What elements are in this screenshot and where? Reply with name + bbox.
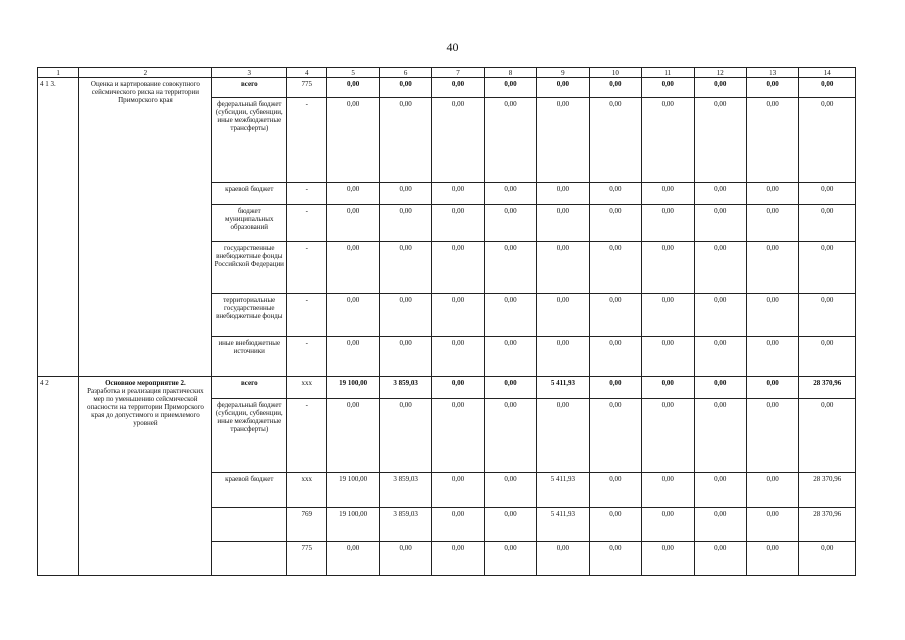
column-header: 12 [694,68,746,78]
amount-cell: 0,00 [642,242,694,294]
amount-cell: 28 370,96 [799,377,856,399]
amount-cell: 0,00 [537,205,589,242]
funding-source [212,508,287,542]
amount-cell: 0,00 [589,242,641,294]
amount-cell: 0,00 [432,78,484,98]
amount-cell: 0,00 [484,242,536,294]
column-header: 14 [799,68,856,78]
amount-cell: 0,00 [642,377,694,399]
amount-cell: 0,00 [484,78,536,98]
amount-cell: 0,00 [694,205,746,242]
amount-cell: 0,00 [642,337,694,377]
table-row [38,377,856,399]
amount-cell: 0,00 [537,78,589,98]
amount-cell: 0,00 [589,294,641,337]
amount-cell: 0,00 [379,294,431,337]
amount-cell: 0,00 [746,399,798,473]
funding-source [212,542,287,576]
amount-cell: 0,00 [642,473,694,508]
amount-cell: 0,00 [537,337,589,377]
budget-code: - [287,337,327,377]
amount-cell: 0,00 [799,78,856,98]
amount-cell: 0,00 [379,205,431,242]
amount-cell: 0,00 [694,183,746,205]
column-header: 6 [379,68,431,78]
budget-code: - [287,205,327,242]
column-header: 10 [589,68,641,78]
budget-code: - [287,399,327,473]
column-header: 7 [432,68,484,78]
amount-cell: 0,00 [589,508,641,542]
amount-cell: 0,00 [537,183,589,205]
amount-cell: 0,00 [379,78,431,98]
amount-cell: 0,00 [694,542,746,576]
amount-cell: 0,00 [799,542,856,576]
amount-cell: 0,00 [432,205,484,242]
amount-cell: 0,00 [746,242,798,294]
amount-cell: 5 411,93 [537,508,589,542]
amount-cell: 0,00 [484,98,536,183]
funding-source: территориальные государственные внебюджетные фонды [212,294,287,337]
amount-cell: 0,00 [327,337,379,377]
amount-cell: 0,00 [694,399,746,473]
amount-cell: 0,00 [589,399,641,473]
amount-cell: 0,00 [694,337,746,377]
amount-cell: 5 411,93 [537,473,589,508]
amount-cell: 0,00 [432,377,484,399]
budget-code: - [287,242,327,294]
amount-cell: 0,00 [484,377,536,399]
budget-code: ххх [287,473,327,508]
row-number: 4 2 [38,377,79,576]
amount-cell: 0,00 [694,98,746,183]
amount-cell: 0,00 [379,242,431,294]
amount-cell: 0,00 [799,242,856,294]
budget-code: - [287,98,327,183]
amount-cell: 0,00 [589,473,641,508]
amount-cell: 0,00 [327,98,379,183]
amount-cell: 0,00 [642,78,694,98]
activity-title-rest: Разработка и реализация практических мер по уменьшению сейсмической опасности на территории Приморского края до допустимого и приемлемого уровней [86,387,204,427]
amount-cell: 0,00 [589,98,641,183]
amount-cell: 0,00 [589,205,641,242]
amount-cell: 0,00 [432,294,484,337]
amount-cell: 0,00 [432,337,484,377]
amount-cell: 0,00 [484,205,536,242]
funding-source: всего [212,78,287,98]
budget-table [37,67,856,576]
amount-cell: 0,00 [484,542,536,576]
funding-source: иные внебюджетные источники [212,337,287,377]
amount-cell: 0,00 [746,78,798,98]
page-number: 40 [446,40,459,54]
amount-cell: 0,00 [746,98,798,183]
funding-source: краевой бюджет [212,473,287,508]
table-row [38,78,856,98]
column-header: 2 [79,68,212,78]
amount-cell: 0,00 [589,542,641,576]
amount-cell: 0,00 [484,473,536,508]
amount-cell: 0,00 [799,337,856,377]
amount-cell: 19 100,00 [327,508,379,542]
amount-cell: 0,00 [327,242,379,294]
column-header: 4 [287,68,327,78]
amount-cell: 0,00 [694,294,746,337]
funding-source: государственные внебюджетные фонды Российской Федерации [212,242,287,294]
amount-cell: 0,00 [694,242,746,294]
amount-cell: 0,00 [327,205,379,242]
amount-cell: 0,00 [432,542,484,576]
amount-cell: 0,00 [746,508,798,542]
amount-cell: 0,00 [327,78,379,98]
amount-cell: 0,00 [327,542,379,576]
budget-code: 775 [287,542,327,576]
amount-cell: 0,00 [694,508,746,542]
amount-cell: 0,00 [589,337,641,377]
amount-cell: 0,00 [537,542,589,576]
amount-cell: 28 370,96 [799,473,856,508]
amount-cell: 3 859,03 [379,473,431,508]
amount-cell: 0,00 [484,508,536,542]
column-header: 8 [484,68,536,78]
amount-cell: 0,00 [642,294,694,337]
column-header: 3 [212,68,287,78]
budget-code: 769 [287,508,327,542]
amount-cell: 0,00 [694,78,746,98]
amount-cell: 0,00 [746,337,798,377]
funding-source: бюджет муниципальных образований [212,205,287,242]
column-header: 5 [327,68,379,78]
amount-cell: 0,00 [484,337,536,377]
amount-cell: 0,00 [537,399,589,473]
activity-title: Оценка и картирование совокупного сейсмического риска на территории Приморского края [79,78,212,377]
budget-code: - [287,183,327,205]
amount-cell: 0,00 [537,242,589,294]
amount-cell: 0,00 [642,508,694,542]
amount-cell: 0,00 [799,399,856,473]
amount-cell: 0,00 [746,473,798,508]
amount-cell: 0,00 [432,399,484,473]
amount-cell: 19 100,00 [327,473,379,508]
activity-title-bold: Основное мероприятие 2. [105,379,186,387]
amount-cell: 0,00 [642,98,694,183]
amount-cell: 0,00 [746,205,798,242]
amount-cell: 0,00 [432,473,484,508]
column-header: 1 [38,68,79,78]
amount-cell: 0,00 [589,377,641,399]
funding-source: всего [212,377,287,399]
amount-cell: 3 859,03 [379,508,431,542]
amount-cell: 0,00 [327,294,379,337]
amount-cell: 0,00 [432,242,484,294]
amount-cell: 0,00 [379,98,431,183]
amount-cell: 19 100,00 [327,377,379,399]
amount-cell: 0,00 [432,98,484,183]
amount-cell: 0,00 [379,337,431,377]
amount-cell: 0,00 [484,183,536,205]
amount-cell: 0,00 [642,542,694,576]
funding-source: федеральный бюджет (субсидии, субвенции, иные межбюджетные трансферты) [212,98,287,183]
budget-code: 775 [287,78,327,98]
amount-cell: 0,00 [642,399,694,473]
budget-code: - [287,294,327,337]
amount-cell: 0,00 [327,183,379,205]
amount-cell: 0,00 [799,205,856,242]
amount-cell: 0,00 [589,183,641,205]
amount-cell: 0,00 [432,508,484,542]
amount-cell: 0,00 [746,542,798,576]
amount-cell: 0,00 [379,399,431,473]
header-row [38,68,856,78]
amount-cell: 0,00 [537,294,589,337]
amount-cell: 0,00 [484,399,536,473]
amount-cell: 0,00 [537,98,589,183]
amount-cell: 0,00 [799,183,856,205]
amount-cell: 0,00 [799,98,856,183]
activity-title [79,377,212,576]
budget-code: ххх [287,377,327,399]
amount-cell: 0,00 [746,294,798,337]
amount-cell: 5 411,93 [537,377,589,399]
amount-cell: 0,00 [432,183,484,205]
column-header: 11 [642,68,694,78]
amount-cell: 0,00 [694,473,746,508]
amount-cell: 3 859,03 [379,377,431,399]
amount-cell: 0,00 [642,183,694,205]
amount-cell: 0,00 [327,399,379,473]
amount-cell: 0,00 [746,183,798,205]
amount-cell: 0,00 [379,542,431,576]
amount-cell: 0,00 [694,377,746,399]
amount-cell: 0,00 [642,205,694,242]
amount-cell: 0,00 [799,294,856,337]
column-header: 9 [537,68,589,78]
amount-cell: 0,00 [484,294,536,337]
amount-cell: 0,00 [589,78,641,98]
amount-cell: 0,00 [746,377,798,399]
column-header: 13 [746,68,798,78]
row-number: 4 1 3. [38,78,79,377]
amount-cell: 28 370,96 [799,508,856,542]
funding-source: федеральный бюджет (субсидии, субвенции, иные межбюджетные трансферты) [212,399,287,473]
funding-source: краевой бюджет [212,183,287,205]
amount-cell: 0,00 [379,183,431,205]
